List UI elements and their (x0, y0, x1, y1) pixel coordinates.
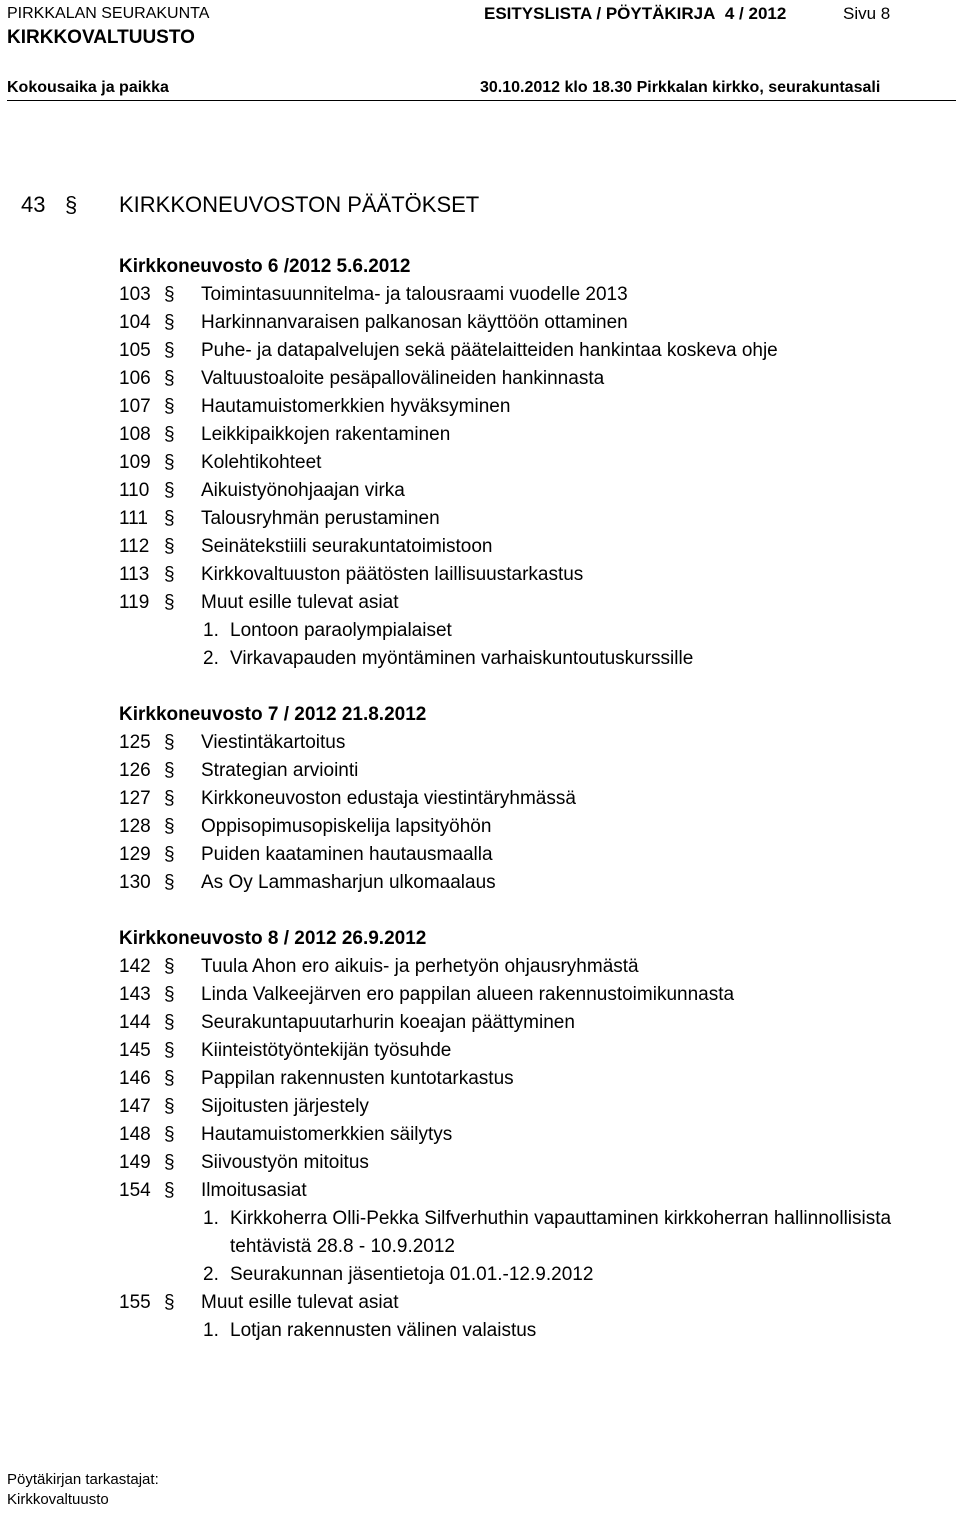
sub-item (203, 617, 960, 645)
item-number: 103 (119, 284, 151, 305)
item-number: 108 (119, 424, 151, 445)
org-name: PIRKKALAN SEURAKUNTA (7, 5, 210, 22)
footer-body-name: Kirkkovaltuusto (7, 1491, 109, 1508)
sub-item (203, 645, 960, 673)
sub-item (203, 1261, 960, 1289)
group-spacer (0, 673, 960, 701)
item-number: 106 (119, 368, 151, 389)
item-title: Leikkipaikkojen rakentaminen (201, 424, 451, 445)
list-item (0, 449, 960, 477)
list-item (0, 1037, 960, 1065)
item-title: Ilmoitusasiat (201, 1180, 307, 1201)
list-item (0, 477, 960, 505)
section-title: KIRKKONEUVOSTON PÄÄTÖKSET (119, 192, 480, 217)
item-title: Kirkkoneuvoston edustaja viestintäryhmässä (201, 788, 576, 809)
item-symbol: § (164, 1068, 175, 1089)
page-number: Sivu 8 (843, 4, 891, 23)
meeting-value: 30.10.2012 klo 18.30 Pirkkalan kirkko, seurakuntasali (480, 79, 881, 96)
meeting-label: Kokousaika ja paikka (7, 79, 169, 96)
list-item (0, 813, 960, 841)
list-item (0, 1177, 960, 1205)
list-item (0, 505, 960, 533)
list-item (0, 421, 960, 449)
item-symbol: § (164, 312, 175, 333)
item-symbol: § (164, 984, 175, 1005)
item-title: Talousryhmän perustaminen (201, 508, 440, 529)
list-item (0, 589, 960, 617)
item-title: Harkinnanvaraisen palkanosan käyttöön ottaminen (201, 312, 628, 333)
item-number: 111 (119, 508, 148, 529)
item-number: 126 (119, 760, 151, 781)
item-title: Aikuistyönohjaajan virka (201, 480, 405, 501)
sub-item (203, 1205, 960, 1233)
list-item (0, 841, 960, 869)
item-title: Puhe- ja datapalvelujen sekä päätelaitteiden hankintaa koskeva ohje (201, 340, 778, 361)
list-item (0, 281, 960, 309)
item-title: Viestintäkartoitus (201, 732, 346, 753)
item-symbol: § (164, 956, 175, 977)
item-number: 127 (119, 788, 151, 809)
item-number: 149 (119, 1152, 151, 1173)
item-number: 145 (119, 1040, 151, 1061)
item-symbol: § (164, 816, 175, 837)
item-title: Muut esille tulevat asiat (201, 1292, 399, 1313)
doc-type-label: ESITYSLISTA / PÖYTÄKIRJA (484, 4, 716, 23)
item-number: 129 (119, 844, 151, 865)
decision-list (0, 253, 960, 1345)
item-symbol: § (164, 424, 175, 445)
item-title: Toimintasuunnitelma- ja talousraami vuodelle 2013 (201, 284, 628, 305)
item-symbol: § (164, 844, 175, 865)
list-item (0, 337, 960, 365)
sub-item-text: Lotjan rakennusten välinen valaistus (230, 1320, 537, 1341)
footer-reviewers-label: Pöytäkirjan tarkastajat: (7, 1471, 159, 1488)
item-symbol: § (164, 536, 175, 557)
item-title: Puiden kaataminen hautausmaalla (201, 844, 493, 865)
sub-item-number: 1. (203, 620, 219, 641)
sub-item (203, 1317, 960, 1345)
item-title: Strategian arviointi (201, 760, 359, 781)
sub-item-text: Virkavapauden myöntäminen varhaiskuntoutuskurssille (230, 648, 694, 669)
item-title: Kirkkovaltuuston päätösten laillisuustarkastus (201, 564, 584, 585)
item-symbol: § (164, 508, 175, 529)
item-title: Valtuustoaloite pesäpallovälineiden hankinnasta (201, 368, 605, 389)
item-symbol: § (164, 1152, 175, 1173)
section-number: 43 (21, 192, 46, 217)
item-symbol: § (164, 480, 175, 501)
item-symbol: § (164, 1292, 175, 1313)
item-symbol: § (164, 1012, 175, 1033)
doc-number: 4 / 2012 (724, 4, 787, 23)
list-item (0, 729, 960, 757)
list-item (0, 869, 960, 897)
item-number: 143 (119, 984, 151, 1005)
sub-item-number: 2. (203, 1264, 219, 1285)
sub-item-continuation: tehtävistä 28.8 - 10.9.2012 (230, 1236, 455, 1257)
item-symbol: § (164, 1180, 175, 1201)
list-item (0, 1065, 960, 1093)
list-item (0, 1149, 960, 1177)
item-title: As Oy Lammasharjun ulkomaalaus (201, 872, 496, 893)
list-item (0, 785, 960, 813)
sub-item-text: Lontoon paraolympialaiset (230, 620, 452, 641)
item-title: Pappilan rakennusten kuntotarkastus (201, 1068, 514, 1089)
item-symbol: § (164, 732, 175, 753)
group-heading: Kirkkoneuvosto 7 / 2012 21.8.2012 (119, 704, 427, 725)
item-symbol: § (164, 1124, 175, 1145)
item-number: 125 (119, 732, 151, 753)
item-title: Muut esille tulevat asiat (201, 592, 399, 613)
item-title: Hautamuistomerkkien hyväksyminen (201, 396, 511, 417)
item-symbol: § (164, 284, 175, 305)
item-symbol: § (164, 452, 175, 473)
item-title: Seinätekstiili seurakuntatoimistoon (201, 536, 493, 557)
item-title: Seurakuntapuutarhurin koeajan päättyminen (201, 1012, 575, 1033)
body-name: KIRKKOVALTUUSTO (7, 27, 195, 48)
header-divider (7, 100, 956, 101)
item-title: Tuula Ahon ero aikuis- ja perhetyön ohjausryhmästä (201, 956, 639, 977)
item-title: Sijoitusten järjestely (201, 1096, 369, 1117)
item-number: 154 (119, 1180, 151, 1201)
list-item (0, 757, 960, 785)
item-title: Kolehtikohteet (201, 452, 322, 473)
list-item (0, 533, 960, 561)
item-title: Kiinteistötyöntekijän työsuhde (201, 1040, 452, 1061)
item-symbol: § (164, 368, 175, 389)
item-symbol: § (164, 788, 175, 809)
item-number: 144 (119, 1012, 151, 1033)
item-symbol: § (164, 760, 175, 781)
item-number: 148 (119, 1124, 151, 1145)
list-item (0, 953, 960, 981)
item-number: 128 (119, 816, 151, 837)
group-heading: Kirkkoneuvosto 8 / 2012 26.9.2012 (119, 928, 427, 949)
item-number: 109 (119, 452, 151, 473)
list-item (0, 1093, 960, 1121)
item-symbol: § (164, 592, 175, 613)
sub-item-number: 1. (203, 1208, 219, 1229)
doc-type (484, 4, 786, 24)
list-item (0, 393, 960, 421)
item-number: 155 (119, 1292, 151, 1313)
list-item (0, 1121, 960, 1149)
item-symbol: § (164, 340, 175, 361)
list-item (0, 981, 960, 1009)
group-spacer (0, 897, 960, 925)
item-symbol: § (164, 396, 175, 417)
item-number: 142 (119, 956, 151, 977)
group-heading: Kirkkoneuvosto 6 /2012 5.6.2012 (119, 256, 411, 277)
sub-item-number: 1. (203, 1320, 219, 1341)
item-number: 105 (119, 340, 151, 361)
list-item (0, 1009, 960, 1037)
item-title: Oppisopimusopiskelija lapsityöhön (201, 816, 492, 837)
item-number: 130 (119, 872, 151, 893)
list-item (0, 309, 960, 337)
document-header (7, 4, 956, 100)
sub-item-text: Kirkkoherra Olli-Pekka Silfverhuthin vapauttaminen kirkkoherran hallinnollisista (230, 1208, 892, 1229)
document-footer (7, 1470, 159, 1510)
item-number: 147 (119, 1096, 151, 1117)
sub-item-number: 2. (203, 648, 219, 669)
item-number: 110 (119, 480, 150, 501)
item-symbol: § (164, 872, 175, 893)
item-number: 104 (119, 312, 151, 333)
item-number: 112 (119, 536, 150, 557)
item-number: 107 (119, 396, 151, 417)
item-symbol: § (164, 564, 175, 585)
item-title: Siivoustyön mitoitus (201, 1152, 369, 1173)
sub-item-text: Seurakunnan jäsentietoja 01.01.-12.9.2012 (230, 1264, 594, 1285)
section-symbol: § (65, 192, 78, 217)
item-number: 119 (119, 592, 150, 613)
item-symbol: § (164, 1040, 175, 1061)
item-title: Hautamuistomerkkien säilytys (201, 1124, 453, 1145)
list-item (0, 561, 960, 589)
list-item (0, 1289, 960, 1317)
section-heading (21, 190, 479, 220)
item-symbol: § (164, 1096, 175, 1117)
item-number: 113 (119, 564, 150, 585)
item-number: 146 (119, 1068, 151, 1089)
list-item (0, 365, 960, 393)
item-title: Linda Valkeejärven ero pappilan alueen rakennustoimikunnasta (201, 984, 735, 1005)
